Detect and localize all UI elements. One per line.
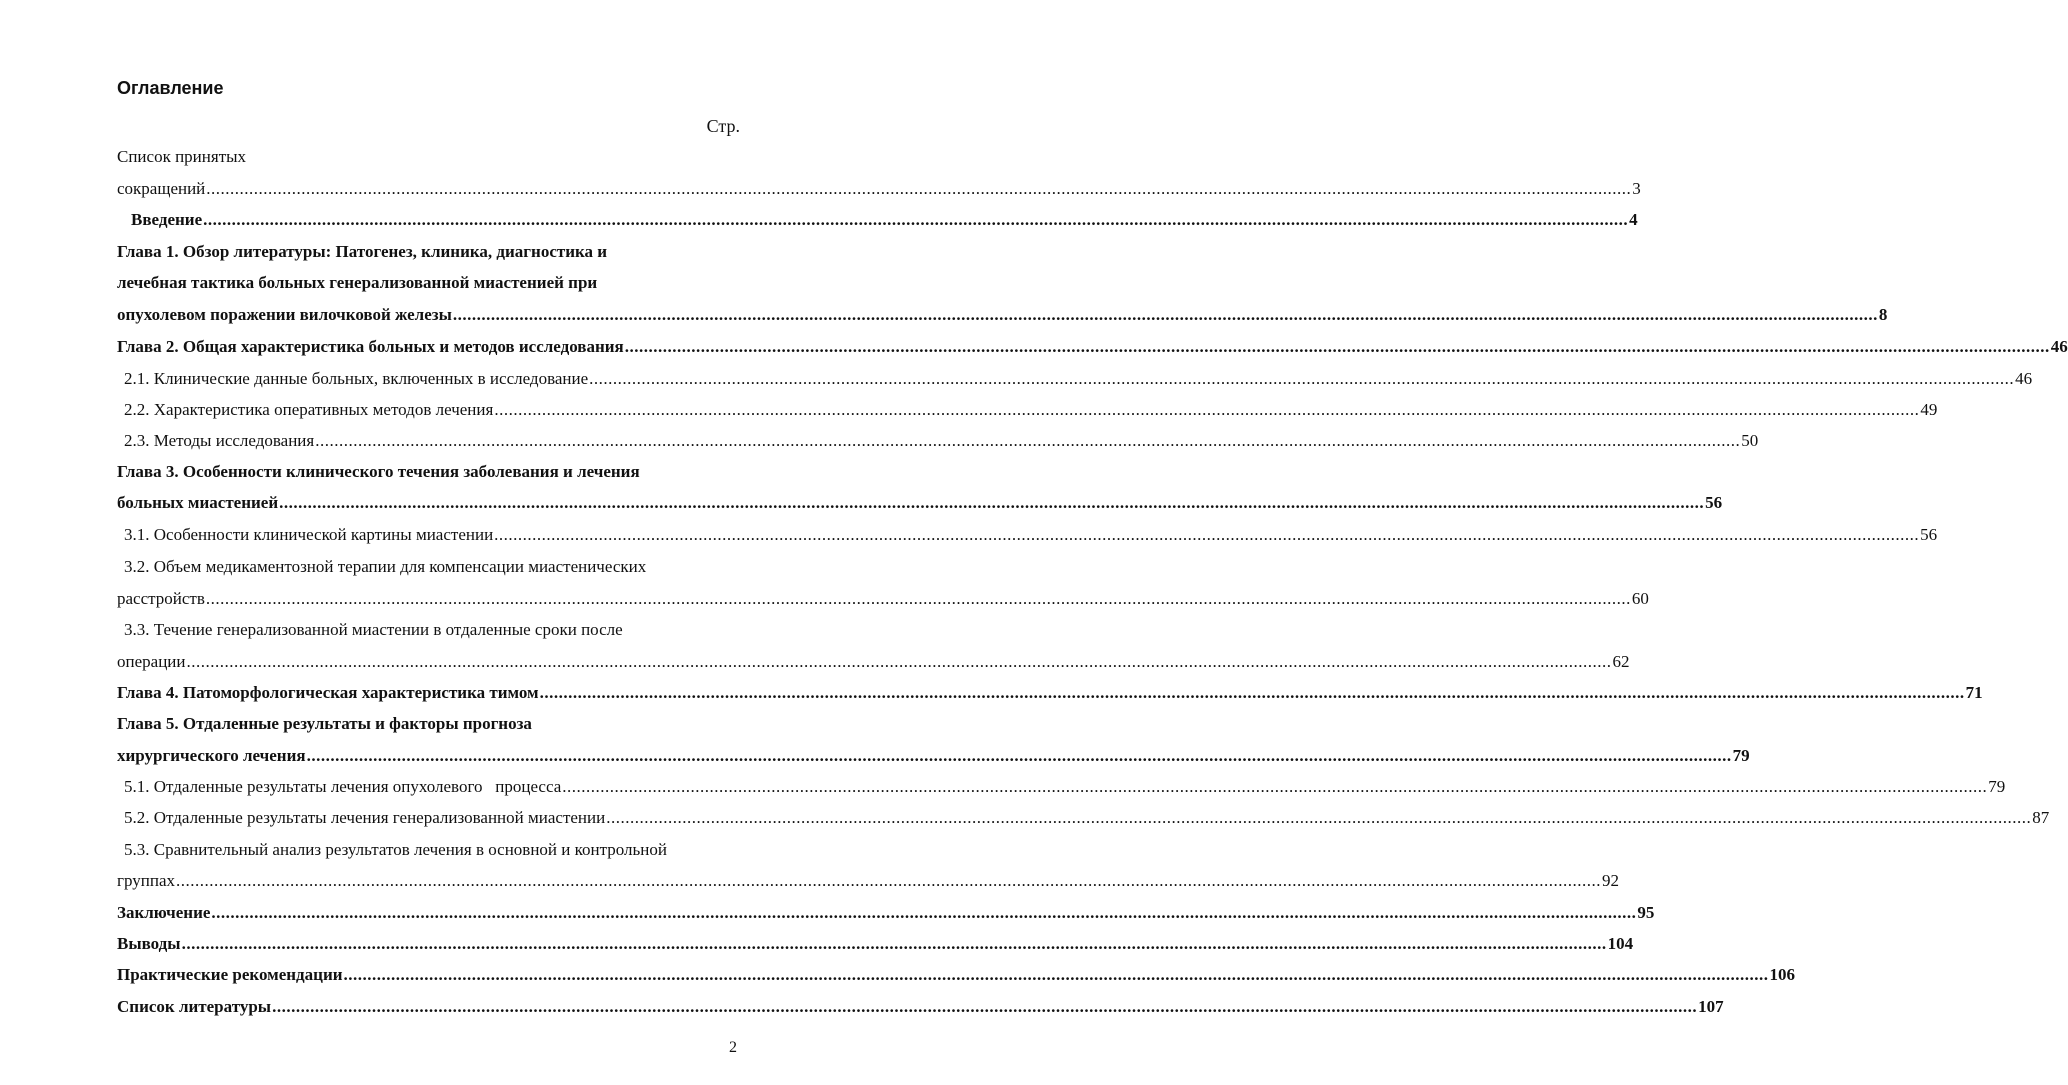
- toc-entry: [117, 744, 1750, 768]
- toc-entry-text: 3.3. Течение генерализованной миастении в отдаленные сроки после: [124, 620, 623, 639]
- toc-page-number: 46: [2050, 337, 2068, 356]
- leader-dots: ............................................................................................................................................................................................................................................................................................................: [624, 337, 2050, 356]
- toc-entry-text: группах: [117, 871, 175, 890]
- toc-page-number: 46: [2015, 369, 2033, 388]
- toc-entry-text: 5.1. Отдаленные результаты лечения опухолевого процесса: [124, 777, 562, 796]
- toc-entry-text: Практические рекомендации: [117, 965, 343, 984]
- toc-line: [124, 618, 738, 642]
- toc-entry: [117, 587, 1649, 611]
- toc-entry-text: 3.1. Особенности клинической картины миастении: [124, 525, 494, 544]
- toc-entry: [117, 995, 1724, 1019]
- toc-entry: [117, 650, 1630, 674]
- leader-dots: ............................................................................................................................................................................................................................................................................................................: [186, 652, 1612, 671]
- leader-dots: ............................................................................................................................................................................................................................................................................................................: [562, 777, 1988, 796]
- leader-dots: ............................................................................................................................................................................................................................................................................................................: [272, 997, 1698, 1016]
- page-number: 2: [729, 1039, 737, 1056]
- leader-dots: ............................................................................................................................................................................................................................................................................................................: [452, 305, 1878, 324]
- toc-entry: [117, 177, 1641, 201]
- toc-entry-text: больных миастенией: [117, 493, 279, 512]
- toc-entry-text: опухолевом поражении вилочковой железы: [117, 305, 452, 324]
- toc-entry-text: Глава 1. Обзор литературы: Патогенез, клиника, диагностика и: [117, 242, 608, 261]
- toc-entry: [117, 869, 1619, 893]
- toc-entry: [124, 367, 2033, 391]
- toc-entry: [131, 208, 1638, 232]
- toc-entry: [117, 901, 1655, 925]
- toc-entry-text: Глава 2. Общая характеристика больных и методов исследования: [117, 337, 624, 356]
- toc-page-number: 8: [1878, 305, 1888, 324]
- toc-page-number: 56: [1920, 525, 1938, 544]
- toc-entry: [117, 303, 1888, 327]
- toc-entry: [124, 523, 1938, 547]
- page-column-label: Стр.: [706, 116, 740, 136]
- toc-line: [117, 712, 738, 736]
- toc-entry: [117, 963, 1796, 987]
- toc-entry-text: хирургического лечения: [117, 746, 306, 765]
- toc-entry-text: Введение: [131, 210, 203, 229]
- toc-entry: [117, 491, 1723, 515]
- toc-entry-text: Глава 3. Особенности клинического течения заболевания и лечения: [117, 462, 640, 481]
- toc-page-number: 87: [2032, 808, 2050, 827]
- toc-line: [117, 240, 738, 264]
- toc-page-number: 71: [1965, 683, 1983, 702]
- toc-entry-text: Глава 5. Отдаленные результаты и факторы прогноза: [117, 714, 532, 733]
- toc-entry-text: Выводы: [117, 934, 181, 953]
- toc-page-number: 60: [1631, 589, 1649, 608]
- toc-page-number: 62: [1612, 652, 1630, 671]
- toc-entry-text: Список принятых: [117, 147, 247, 166]
- leader-dots: ............................................................................................................................................................................................................................................................................................................: [589, 369, 2015, 388]
- toc-entry-text: расстройств: [117, 589, 205, 608]
- leader-dots: ............................................................................................................................................................................................................................................................................................................: [203, 210, 1629, 229]
- leader-dots: ............................................................................................................................................................................................................................................................................................................: [211, 903, 1637, 922]
- leader-dots: ............................................................................................................................................................................................................................................................................................................: [494, 525, 1920, 544]
- toc-entry: [117, 335, 2068, 359]
- toc-page-number: 4: [1629, 210, 1638, 229]
- leader-dots: ............................................................................................................................................................................................................................................................................................................: [206, 179, 1632, 198]
- toc-entry-text: Заключение: [117, 903, 211, 922]
- leader-dots: ............................................................................................................................................................................................................................................................................................................: [494, 400, 1920, 419]
- leader-dots: ............................................................................................................................................................................................................................................................................................................: [539, 683, 1965, 702]
- toc-page-number: 95: [1637, 903, 1655, 922]
- leader-dots: ............................................................................................................................................................................................................................................................................................................: [343, 965, 1769, 984]
- toc-entry-text: сокращений: [117, 179, 206, 198]
- leader-dots: ............................................................................................................................................................................................................................................................................................................: [306, 746, 1732, 765]
- toc-entry-text: операции: [117, 652, 186, 671]
- toc-page-number: 49: [1920, 400, 1938, 419]
- toc-page-number: 3: [1632, 179, 1641, 198]
- toc-entry: [117, 932, 1634, 956]
- toc-page-number: 107: [1698, 997, 1724, 1016]
- toc-entry: [124, 775, 2006, 799]
- toc-line: [117, 271, 738, 295]
- toc-entry-text: 2.1. Клинические данные больных, включенных в исследование: [124, 369, 589, 388]
- toc-entry-text: 5.2. Отдаленные результаты лечения генерализованной миастении: [124, 808, 606, 827]
- leader-dots: ............................................................................................................................................................................................................................................................................................................: [181, 934, 1607, 953]
- leader-dots: ............................................................................................................................................................................................................................................................................................................: [279, 493, 1705, 512]
- toc-line: [117, 145, 738, 169]
- toc-heading: Оглавление: [117, 78, 224, 98]
- toc-page-number: 106: [1769, 965, 1796, 984]
- toc-entry-text: 2.2. Характеристика оперативных методов лечения: [124, 400, 494, 419]
- toc-entry-text: лечебная тактика больных генерализованной миастенией при: [117, 273, 598, 292]
- toc-entry-text: 3.2. Объем медикаментозной терапии для компенсации миастенических: [124, 557, 647, 576]
- toc-page-number: 79: [1988, 777, 2006, 796]
- toc-entry-text: Список литературы: [117, 997, 272, 1016]
- toc-line: [124, 555, 738, 579]
- toc-page-number: 56: [1705, 493, 1723, 512]
- leader-dots: ............................................................................................................................................................................................................................................................................................................: [176, 871, 1601, 890]
- toc-entry: [124, 429, 1759, 453]
- toc-page-number: 79: [1732, 746, 1750, 765]
- leader-dots: ............................................................................................................................................................................................................................................................................................................: [205, 589, 1631, 608]
- toc-page-number: 104: [1607, 934, 1634, 953]
- toc-line: [117, 460, 738, 484]
- toc-entry-text: 5.3. Сравнительный анализ результатов лечения в основной и контрольной: [124, 840, 667, 859]
- leader-dots: ............................................................................................................................................................................................................................................................................................................: [315, 431, 1741, 450]
- toc-entry: [124, 806, 2050, 830]
- toc-line: [124, 838, 738, 862]
- toc-entry-text: Глава 4. Патоморфологическая характеристика тимом: [117, 683, 539, 702]
- toc-entry: [124, 398, 1938, 422]
- leader-dots: ............................................................................................................................................................................................................................................................................................................: [606, 808, 2032, 827]
- toc-page-number: 50: [1741, 431, 1759, 450]
- toc-entry-text: 2.3. Методы исследования: [124, 431, 315, 450]
- toc-entry: [117, 681, 1983, 705]
- toc-page-number: 92: [1602, 871, 1619, 890]
